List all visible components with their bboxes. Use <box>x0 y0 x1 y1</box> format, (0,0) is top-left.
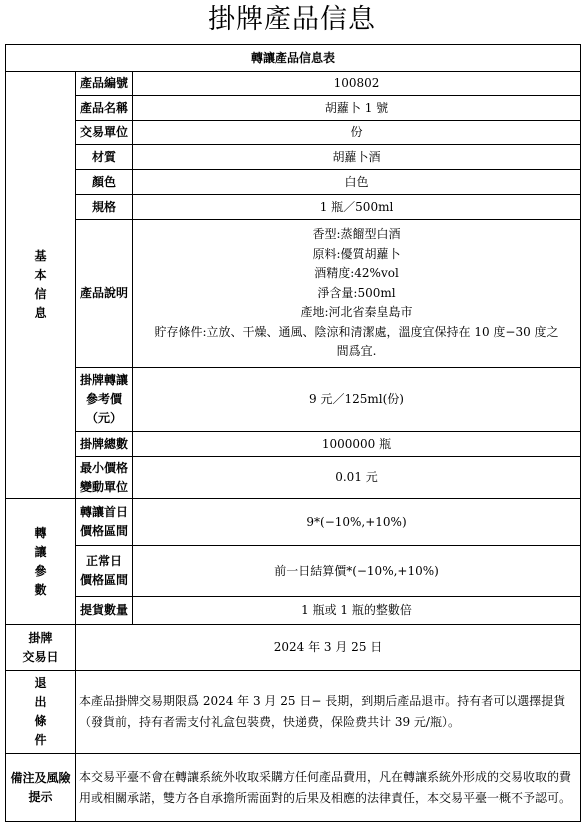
description-line: 原料:優質胡蘿卜 <box>312 246 401 261</box>
color-label: 顏色 <box>76 170 133 195</box>
total-listed-label: 掛牌總數 <box>76 432 133 457</box>
description-value <box>133 220 581 368</box>
description-line: 貯存條件:立放、干燥、通風、陰涼和清潔處，溫度宜保持在 10 度−30 度之 <box>154 324 559 339</box>
description-line: 間爲宜. <box>336 344 377 359</box>
description-line: 產地:河北省秦皇島市 <box>300 305 413 320</box>
product-code-label: 產品編號 <box>76 72 133 96</box>
table-row <box>6 671 581 754</box>
table-row <box>6 121 581 145</box>
description-line: 淨含量:500ml <box>317 285 396 300</box>
color-value: 白色 <box>133 170 581 195</box>
table-row <box>6 625 581 671</box>
exit-conditions-text: 本產品掛牌交易期限爲 2024 年 3 月 25 日− 長期，到期后產品退市。持有者可以選擇提貨（發貨前，持有者需支付礼盒包裝费，快递费，保险费共计 39 元/瓶）。 <box>76 671 581 754</box>
product-code-value: 100802 <box>133 72 581 96</box>
ref-price-value: 9 元／125ml(份) <box>133 368 581 432</box>
pickup-qty-value: 1 瓶或 1 瓶的整數倍 <box>133 597 581 625</box>
listing-date-label: 掛牌 交易日 <box>6 625 76 671</box>
table-row <box>6 72 581 96</box>
trade-unit-value: 份 <box>133 121 581 145</box>
pickup-qty-label: 提貨數量 <box>76 597 133 625</box>
table-row <box>6 145 581 170</box>
product-info-table <box>5 44 581 822</box>
spec-label: 規格 <box>76 195 133 220</box>
ref-price-label: 掛牌轉讓 參考價 （元） <box>76 368 133 432</box>
first-day-range-value: 9*(−10%,+10%) <box>133 499 581 546</box>
table-header-row <box>6 45 581 72</box>
spec-value: 1 瓶／500ml <box>133 195 581 220</box>
description-line: 香型:蒸餾型白酒 <box>312 227 401 242</box>
material-value: 胡蘿卜酒 <box>133 145 581 170</box>
page-title: 掛牌產品信息 <box>208 4 376 35</box>
table-row <box>6 96 581 121</box>
table-row <box>6 546 581 597</box>
min-tick-label: 最小價格 變動單位 <box>76 457 133 499</box>
table-title: 轉讓產品信息表 <box>6 45 581 72</box>
table-row <box>6 499 581 546</box>
table-row <box>6 432 581 457</box>
product-name-value: 胡蘿卜 1 號 <box>133 96 581 121</box>
listing-date-value: 2024 年 3 月 25 日 <box>76 625 581 671</box>
trade-unit-label: 交易單位 <box>76 121 133 145</box>
normal-day-range-value: 前一日結算價*(−10%,+10%) <box>133 546 581 597</box>
section-basic-info: 基 本 信 息 <box>6 72 76 499</box>
table-row <box>6 195 581 220</box>
table-row <box>6 170 581 195</box>
section-transfer-params: 轉 讓 參 數 <box>6 499 76 625</box>
exit-conditions-label: 退 出 條 件 <box>6 671 76 754</box>
table-row <box>6 220 581 368</box>
remarks-text: 本交易平臺不會在轉讓系統外收取采購方任何產品費用，凡在轉讓系統外形成的交易收取的費用或相關承諾，雙方各自承擔所需面對的后果及相應的法律責任，本交易平臺一概不予認可。 <box>76 754 581 822</box>
description-label: 產品說明 <box>76 220 133 368</box>
remarks-label: 備注及風險 提示 <box>6 754 76 822</box>
table-row <box>6 597 581 625</box>
min-tick-value: 0.01 元 <box>133 457 581 499</box>
first-day-range-label: 轉讓首日 價格區間 <box>76 499 133 546</box>
material-label: 材質 <box>76 145 133 170</box>
table-row <box>6 754 581 822</box>
normal-day-range-label: 正常日 價格區間 <box>76 546 133 597</box>
total-listed-value: 1000000 瓶 <box>133 432 581 457</box>
table-row <box>6 368 581 432</box>
description-line: 酒精度:42%vol <box>314 266 399 281</box>
table-row <box>6 457 581 499</box>
product-name-label: 產品名稱 <box>76 96 133 121</box>
